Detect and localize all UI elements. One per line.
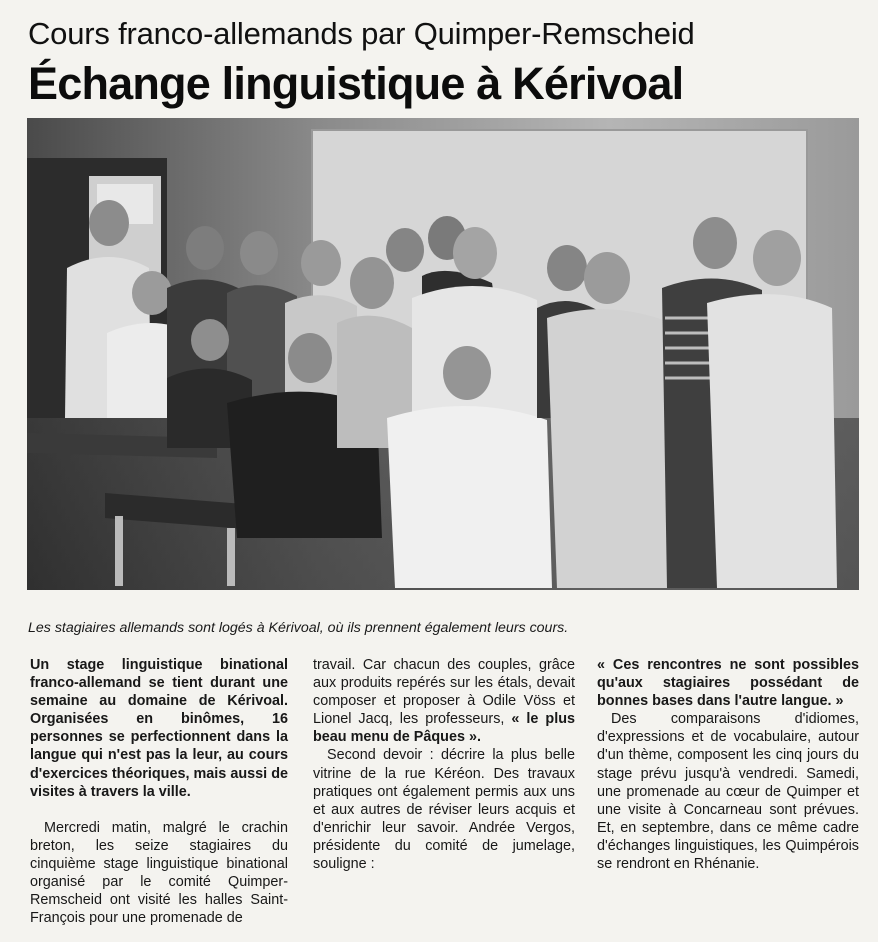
article-paragraph-2-start: Second devoir : décrire la plus belle vitrine de la rue Kéréon. Des travaux pratiques ont également permis aux uns et aux autres de réviser leurs acquis et d'enrichir leur savoir. Andrée Vergos, présidente du comité de jumelage, souligne : [313,747,575,873]
article-lead: Un stage linguistique binational franco-allemand se tient durant une semaine au domaine de Kérivoal. Organisées en binômes, 16 personnes se perfectionnent dans la langue qui n'est pas la leur, au cours d'exercices théoriques, mais aussi de visites à travers la ville. [30,657,288,800]
article-column-2 [313,656,575,873]
article-paragraph-2 [597,656,859,710]
group-photo [27,118,859,590]
article-column-3 [597,656,859,873]
paragraph-2-quote: « Ces rencontres ne sont possibles qu'aux stagiaires possédant de bonnes bases dans l'autre langue. » [597,657,859,710]
photo-caption: Les stagiaires allemands sont logés à Kérivoal, où ils prennent également leurs cours. [28,620,569,636]
article-paragraph-1 [313,656,575,746]
paragraph-1-text: travail. Car chacun des couples, grâce aux produits repérés sur les étals, devait composer et proposer à Odile Vöss et Lionel Jacq, les professeurs, [313,657,575,728]
paragraph-1-quote: « le plus beau menu de Pâques ». [313,711,575,746]
article-paragraph-3: Des comparaisons d'idiomes, d'expressions et de vocabulaire, autour d'un thème, composent les cinq jours du stage prévu jusqu'à vendredi. Samedi, une promenade au cœur de Quimper et une visite à Concarneau sont prévues. Et, en septembre, dans ce même cadre d'échanges linguistiques, les Quimpérois se rendront en Rhénanie. [597,711,859,873]
article-headline: Échange linguistique à Kérivoal [28,58,684,109]
article-kicker: Cours franco-allemands par Quimper-Remscheid [28,16,695,51]
article-column-1 [30,656,288,927]
article-paragraph-1-start: Mercredi matin, malgré le crachin breton, les seize stagiaires du cinquième stage linguistique binational organisé par le comité Quimper-Remscheid ont visité les halles Saint-François pour une promenade de [30,819,288,927]
